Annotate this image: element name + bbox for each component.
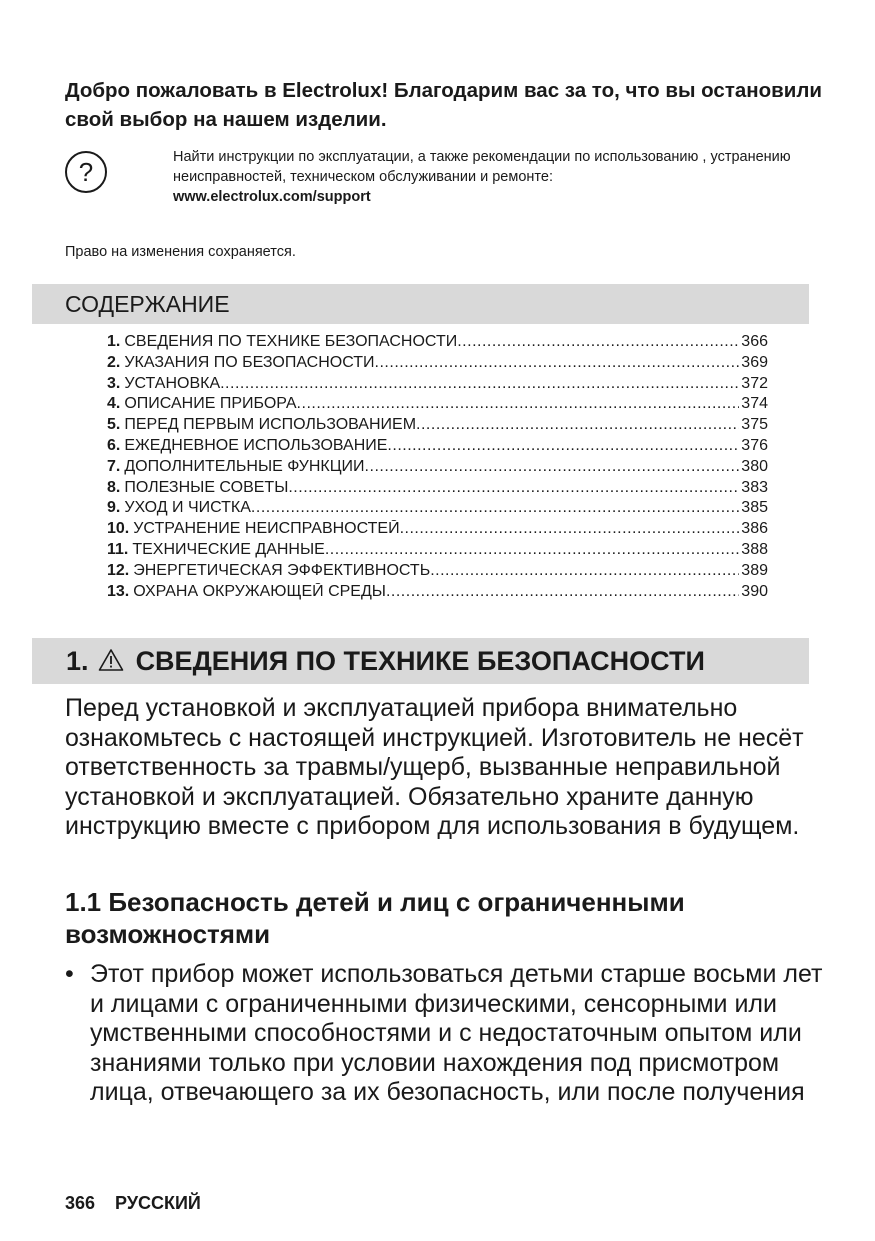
section-title: [66, 644, 705, 678]
section-number: 1.: [66, 646, 89, 676]
toc-leader-dots: [430, 562, 739, 580]
toc-item-number: 3.: [107, 374, 121, 392]
rights-notice: Право на изменения сохраняется.: [65, 244, 296, 260]
toc-item-page: 374: [741, 395, 768, 413]
toc-item[interactable]: [107, 333, 768, 354]
toc-item-label: ОХРАНА ОКРУЖАЮЩЕЙ СРЕДЫ: [133, 582, 386, 600]
toc-item-page: 380: [741, 457, 768, 475]
language-label: РУССКИЙ: [115, 1193, 201, 1213]
page-number: 366: [65, 1193, 96, 1213]
toc-leader-dots: [387, 437, 739, 455]
toc-leader-dots: [375, 354, 740, 372]
toc-item-label: УХОД И ЧИСТКА: [124, 499, 251, 517]
toc-item-label: ПЕРЕД ПЕРВЫМ ИСПОЛЬЗОВАНИЕМ: [124, 416, 417, 434]
toc-item-number: 12.: [107, 561, 130, 579]
toc-item-label: УСТРАНЕНИЕ НЕИСПРАВНОСТЕЙ: [133, 520, 400, 538]
subsection-title: 1.1 Безопасность детей и лиц с ограниченными возможностями: [65, 887, 685, 949]
toc-item-page: 390: [741, 582, 768, 600]
toc-item[interactable]: [107, 541, 768, 562]
toc-item-number: 5.: [107, 416, 121, 434]
toc-title: СОДЕРЖАНИЕ: [65, 291, 230, 317]
toc-item-number: 4.: [107, 395, 121, 413]
toc-item[interactable]: [107, 458, 768, 479]
toc-item-page: 372: [741, 374, 768, 392]
toc-item-page: 369: [741, 353, 768, 371]
section-header-bar: [32, 638, 809, 684]
table-of-contents: [107, 333, 768, 603]
toc-item[interactable]: [107, 499, 768, 520]
toc-header-bar: [32, 284, 809, 324]
toc-leader-dots: [365, 458, 740, 476]
toc-item-page: 375: [741, 416, 768, 434]
toc-item-label: СВЕДЕНИЯ ПО ТЕХНИКЕ БЕЗОПАСНОСТИ: [124, 333, 458, 350]
question-circle-icon: [64, 150, 108, 194]
toc-item-number: 10.: [107, 520, 130, 538]
toc-item-label: ОПИСАНИЕ ПРИБОРА: [124, 395, 297, 413]
toc-item[interactable]: [107, 354, 768, 375]
welcome-heading: Добро пожаловать в Electrolux! Благодарим вас за то, что вы остановили свой выбор на нашем изделии.: [65, 79, 823, 131]
toc-item-label: ДОПОЛНИТЕЛЬНЫЕ ФУНКЦИИ: [124, 457, 365, 475]
bullet-item: [65, 960, 825, 1108]
toc-item-page: 389: [741, 561, 768, 579]
toc-leader-dots: [288, 479, 739, 497]
support-info: [173, 147, 823, 207]
toc-item-label: УКАЗАНИЯ ПО БЕЗОПАСНОСТИ: [124, 353, 375, 371]
toc-leader-dots: [386, 583, 739, 601]
toc-item[interactable]: [107, 375, 768, 396]
toc-leader-dots: [400, 520, 740, 538]
toc-leader-dots: [220, 375, 739, 393]
toc-item-label: ТЕХНИЧЕСКИЕ ДАННЫЕ: [132, 540, 325, 558]
toc-item-page: 386: [741, 520, 768, 538]
toc-item[interactable]: [107, 583, 768, 604]
toc-item-number: 1.: [107, 333, 121, 350]
support-description: Найти инструкции по эксплуатации, а также рекомендации по использованию , устранению неисправностей, техническом обслуживании и ремонте:: [173, 149, 791, 185]
toc-item-page: 388: [741, 540, 768, 558]
bullet-symbol: •: [65, 960, 74, 988]
page-footer: [65, 1193, 201, 1214]
toc-item-page: 376: [741, 436, 768, 454]
toc-leader-dots: [416, 416, 739, 434]
bullet-text: Этот прибор может использоваться детьми старше восьми лет и лицами с ограниченными физическими, сенсорными или умственными способностями и с недостаточным опытом или знаниями только при условии нахождения под присмотром лица, отвечающего за их безопасность, или после получения: [90, 960, 823, 1107]
toc-item-label: ЕЖЕДНЕВНОЕ ИСПОЛЬЗОВАНИЕ: [124, 436, 388, 454]
toc-item-page: 385: [741, 499, 768, 517]
toc-item[interactable]: [107, 395, 768, 416]
toc-item-number: 9.: [107, 499, 121, 517]
toc-item-label: ПОЛЕЗНЫЕ СОВЕТЫ: [124, 478, 289, 496]
toc-leader-dots: [457, 333, 739, 351]
toc-item-page: 366: [741, 333, 768, 350]
toc-item-number: 8.: [107, 478, 121, 496]
warning-triangle-icon: [98, 648, 124, 672]
toc-item-number: 2.: [107, 353, 121, 371]
toc-item-number: 6.: [107, 436, 121, 454]
svg-text:?: ?: [78, 157, 94, 187]
toc-item-label: УСТАНОВКА: [124, 374, 221, 392]
toc-leader-dots: [325, 541, 739, 559]
section-intro: Перед установкой и эксплуатацией прибора внимательно ознакомьтесь с настоящей инструкцией. Изготовитель не несёт ответственность за травмы/ущерб, вызванные неправильной установкой и эксплуатацией. Обязательно храните данную инструкцию вместе с прибором для использования в будущем.: [65, 694, 804, 841]
section-title-text: СВЕДЕНИЯ ПО ТЕХНИКЕ БЕЗОПАСНОСТИ: [135, 646, 705, 676]
toc-item[interactable]: [107, 416, 768, 437]
toc-item[interactable]: [107, 520, 768, 541]
toc-item-page: 383: [741, 478, 768, 496]
toc-item[interactable]: [107, 437, 768, 458]
toc-leader-dots: [251, 499, 739, 517]
toc-item-number: 13.: [107, 582, 130, 600]
support-link[interactable]: www.electrolux.com/support: [173, 189, 371, 205]
toc-item-number: 11.: [107, 540, 129, 558]
toc-leader-dots: [297, 395, 740, 413]
toc-item-label: ЭНЕРГЕТИЧЕСКАЯ ЭФФЕКТИВНОСТЬ: [133, 561, 431, 579]
toc-item-number: 7.: [107, 457, 121, 475]
toc-item[interactable]: [107, 562, 768, 583]
toc-item[interactable]: [107, 479, 768, 500]
